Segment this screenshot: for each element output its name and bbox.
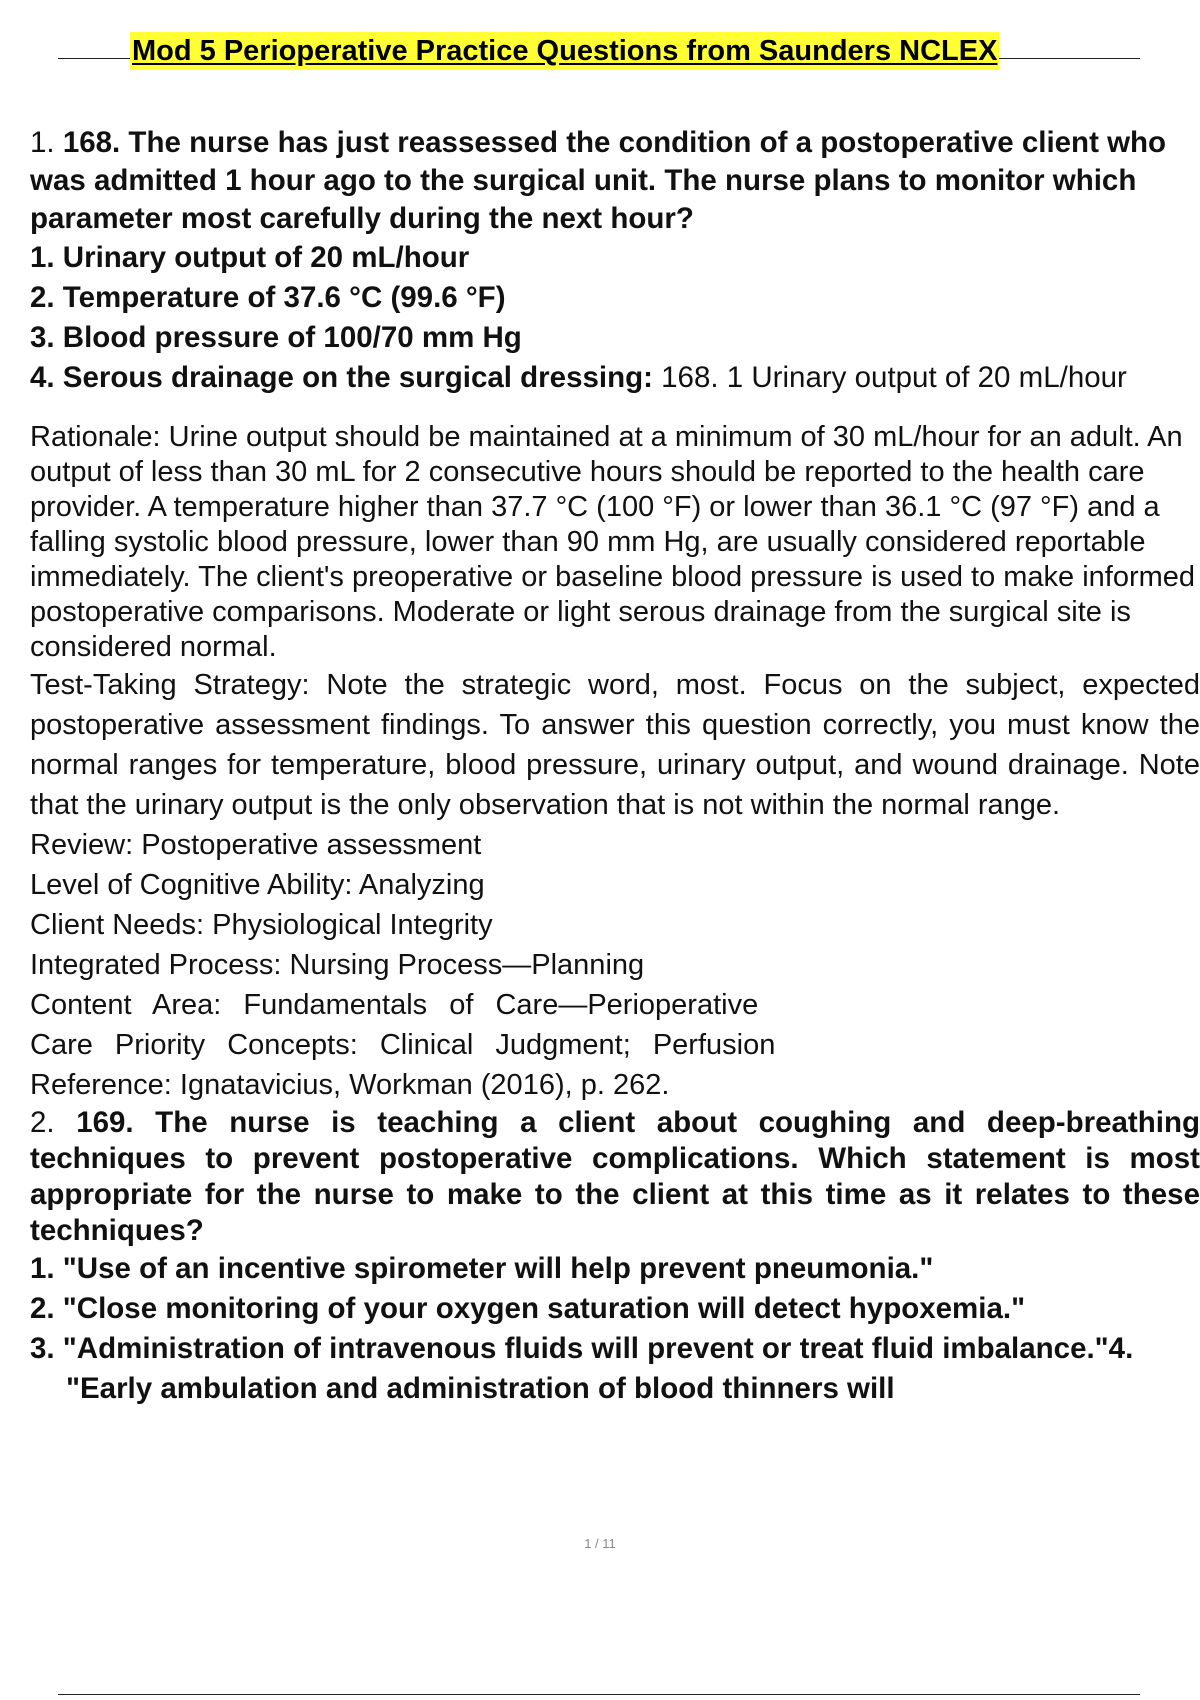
content bbox=[30, 124, 1200, 1409]
question-1-number: 1. bbox=[30, 126, 55, 159]
question-1-text: 168. The nurse has just reassessed the condition of a postoperative client who was admitted 1 hour ago to the surgical unit. The nurse plans to monitor which parameter most carefully during the next hour? bbox=[30, 126, 1167, 235]
question-2-option-3: 3. "Administration of intravenous fluids will prevent or treat fluid imbalance."4. "Early ambulation and administration of blood thinners will bbox=[30, 1332, 1134, 1405]
title-row bbox=[58, 32, 1140, 72]
page-indicator: 1 / 11 bbox=[584, 1536, 616, 1551]
question-1-stem bbox=[30, 124, 1200, 238]
question-1-review: Review: Postoperative assessment bbox=[30, 829, 482, 861]
question-1-client-needs: Client Needs: Physiological Integrity bbox=[30, 909, 493, 941]
question-2-text: 169. The nurse is teaching a client about coughing and deep-breathing techniques to prevent postoperative complications. Which statement is most appropriate for the nurse to make to the client at this time as it relates to these techniques? bbox=[30, 1106, 1200, 1247]
question-1-cognitive-level: Level of Cognitive Ability: Analyzing bbox=[30, 869, 485, 901]
document-title: Mod 5 Perioperative Practice Questions from Saunders NCLEX bbox=[130, 32, 999, 70]
question-1-answer: 168. 1 Urinary output of 20 mL/hour bbox=[652, 361, 1127, 394]
question-1-rationale: Rationale: Urine output should be maintained at a minimum of 30 mL/hour for an adult. An output of less than 30 mL for 2 consecutive hours should be reported to the health care provider. A temperature higher than 37.7 °C (100 °F) or lower than 36.1 °C (97 °F) and a falling systolic blood pressure, lower than 90 mm Hg, are usually considered reportable immediately. The client's preoperative or baseline blood pressure is used to make informed postoperative comparisons. Moderate or light serous drainage from the surgical site is considered normal. bbox=[30, 421, 1196, 663]
question-2-option-1: 1. "Use of an incentive spirometer will help prevent pneumonia." bbox=[30, 1252, 934, 1285]
question-1-option-1: 1. Urinary output of 20 mL/hour bbox=[30, 241, 470, 274]
question-1-reference: Reference: Ignatavicius, Workman (2016), p. 262. bbox=[30, 1069, 670, 1101]
question-2-options bbox=[30, 1249, 1200, 1409]
question-1-option-2: 2. Temperature of 37.6 °C (99.6 °F) bbox=[30, 281, 506, 314]
question-2-number: 2. bbox=[30, 1106, 55, 1139]
question-1-option-4 bbox=[30, 358, 1200, 398]
bottom-rule bbox=[58, 1694, 1140, 1695]
question-1-options bbox=[30, 238, 1200, 398]
question-2-stem bbox=[30, 1105, 1200, 1249]
question-1-integrated-process: Integrated Process: Nursing Process—Planning bbox=[30, 949, 645, 981]
question-1-option-4-text: 4. Serous drainage on the surgical dressing: bbox=[30, 361, 653, 394]
question-1-option-3: 3. Blood pressure of 100/70 mm Hg bbox=[30, 321, 522, 354]
question-1-strategy: Test-Taking Strategy: Note the strategic word, most. Focus on the subject, expected postoperative assessment findings. To answer this question correctly, you must know the normal ranges for temperature, blood pressure, urinary output, and wound drainage. Note that the urinary output is the only observation that is not within the normal range. bbox=[30, 669, 1200, 821]
question-1-care-priority: Care Priority Concepts: Clinical Judgment; Perfusion bbox=[30, 1029, 776, 1061]
question-2-option-2: 2. "Close monitoring of your oxygen saturation will detect hypoxemia." bbox=[30, 1292, 1026, 1325]
question-1-content-area: Content Area: Fundamentals of Care—Perioperative bbox=[30, 989, 759, 1021]
